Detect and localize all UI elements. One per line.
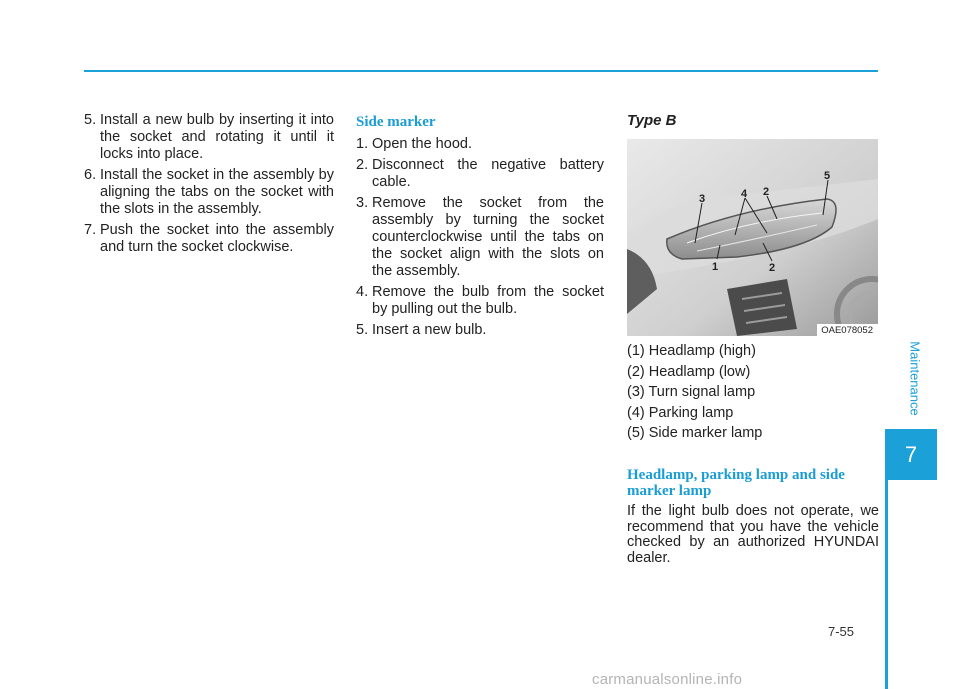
top-rule <box>84 70 878 72</box>
column-3 <box>627 112 879 130</box>
legend-item: (3) Turn signal lamp <box>627 384 756 400</box>
list-item: 2. Disconnect the negative battery cable. <box>356 157 604 190</box>
callout-1: 1 <box>712 261 719 273</box>
side-marker-steps-list <box>356 136 604 339</box>
section-heading <box>627 467 879 499</box>
headlamp-section <box>627 467 879 566</box>
callout-2-bottom: 2 <box>769 262 776 274</box>
chapter-number: 7 <box>904 441 918 467</box>
page-number: 7-55 <box>828 624 855 639</box>
column-2 <box>356 114 604 343</box>
figure-legend <box>627 343 879 446</box>
chapter-number-box <box>885 429 937 480</box>
list-item: 7. Push the socket into the assembly and turn the socket clockwise. <box>84 222 334 255</box>
side-accent-line <box>885 480 888 689</box>
section-heading-line1: Headlamp, parking lamp and side <box>627 467 845 483</box>
watermark-link[interactable]: carmanualsonline.info <box>592 671 743 688</box>
chapter-tab <box>893 332 937 424</box>
headlamp-figure <box>627 139 878 336</box>
legend-item: (4) Parking lamp <box>627 404 734 421</box>
column-1 <box>84 112 334 260</box>
callout-5: 5 <box>824 170 831 182</box>
section-paragraph: If the light bulb does not operate, we recommend that you have the vehicle checked by an authorized HYUNDAI dealer. <box>627 503 879 566</box>
chapter-tab-label: Maintenance <box>907 340 923 416</box>
side-marker-heading: Side marker <box>356 114 436 130</box>
headlamp-illustration <box>627 139 878 336</box>
type-b-label: Type B <box>627 112 677 129</box>
figure-code: OAE078052 <box>821 325 873 336</box>
install-steps-list <box>84 112 334 256</box>
list-item: 1. Open the hood. <box>356 136 472 152</box>
section-heading-line2: marker lamp <box>627 483 712 499</box>
legend-item: (5) Side marker lamp <box>627 425 763 441</box>
legend-item: (1) Headlamp (high) <box>627 343 756 359</box>
list-item: 5. Insert a new bulb. <box>356 322 487 338</box>
callout-4: 4 <box>741 188 748 200</box>
callout-3: 3 <box>699 193 706 205</box>
list-item: 3. Remove the socket from the assembly by turning the socket counterclockwise until the tabs on the socket align with the slots on the assembly. <box>356 195 604 279</box>
callout-2-top: 2 <box>763 186 770 198</box>
list-item: 6. Install the socket in the assembly by aligning the tabs on the socket with the slots in the assembly. <box>84 167 334 217</box>
legend-item: (2) Headlamp (low) <box>627 363 751 380</box>
list-item: 5. Install a new bulb by inserting it into the socket and rotating it until it locks into place. <box>84 112 334 162</box>
list-item: 4. Remove the bulb from the socket by pulling out the bulb. <box>356 284 604 317</box>
